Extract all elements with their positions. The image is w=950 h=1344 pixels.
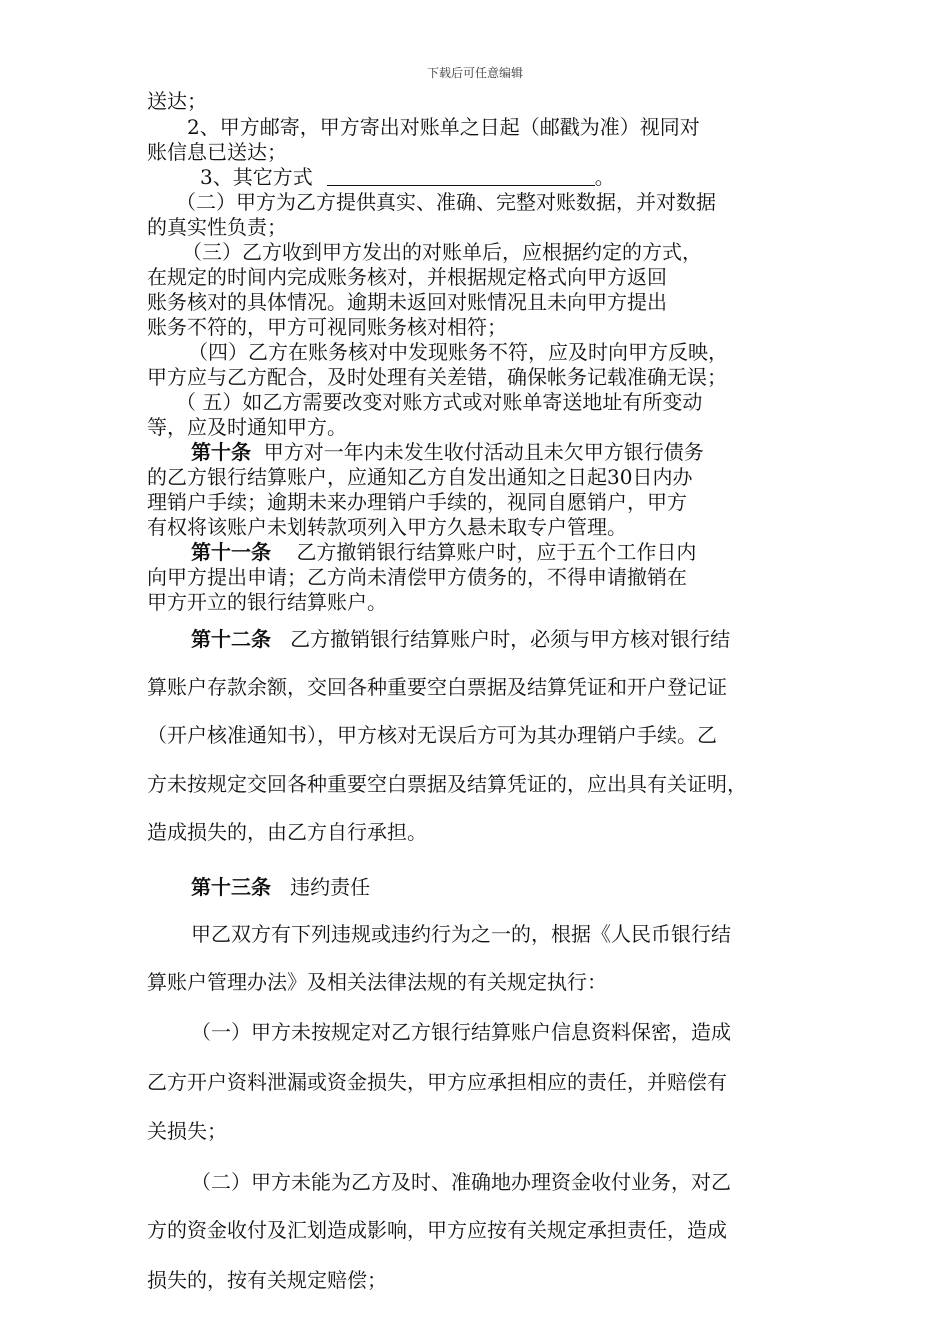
text-line: 甲乙双方有下列违规或违约行为之一的，根据《人民币银行结: [191, 922, 731, 946]
text-line: 账信息已送达；: [147, 140, 287, 164]
text-line: 有权将该账户未划转款项列入甲方久悬未取专户管理。: [147, 515, 627, 539]
text-line: （四）乙方在账务核对中发现账务不符，应及时向甲方反映，: [188, 340, 728, 364]
article-heading: 第十条: [191, 440, 251, 464]
text-line: 向甲方提出申请；乙方尚未清偿甲方债务的，不得申请撤销在: [147, 565, 687, 589]
text-line: （开户核准通知书），甲方核对无误后方可为其办理销户手续。乙: [147, 723, 717, 747]
text-line: （二）甲方未能为乙方及时、准确地办理资金收付业务，对乙: [191, 1170, 731, 1194]
text-line: 造成损失的，由乙方自行承担。: [147, 820, 427, 844]
text-line: （ 五）如乙方需要改变对账方式或对账单寄送地址有所变动: [176, 390, 703, 414]
text-fragment: 乙方撤销银行结算账户时，应于五个工作日内: [296, 540, 697, 564]
text-line: 算账户存款余额，交回各种重要空白票据及结算凭证和开户登记证: [147, 675, 727, 699]
text-fragment: 乙方撤销银行结算账户时，必须与甲方核对银行结: [290, 627, 731, 651]
article-heading: 第十二条: [191, 627, 271, 651]
text-line: （三）乙方收到甲方发出的对账单后，应根据约定的方式，: [182, 240, 702, 264]
text-line: 损失的，按有关规定赔偿；: [147, 1268, 387, 1292]
text-line: 乙方开户资料泄漏或资金损失，甲方应承担相应的责任，并赔偿有: [147, 1070, 727, 1094]
blank-field-line: [200, 165, 615, 189]
article-heading: 第十三条: [191, 875, 271, 899]
article-line: [191, 540, 696, 564]
text-fragment: 违约责任: [290, 875, 371, 899]
text-line: 的真实性负责；: [147, 215, 287, 239]
text-line: 理销户手续；逾期未来办理销户手续的，视同自愿销户，甲方: [147, 490, 687, 514]
text-line: 在规定的时间内完成账务核对，并根据规定格式向甲方返回: [147, 265, 667, 289]
text-line: 关损失；: [147, 1119, 227, 1143]
page-header: 下载后可任意编辑: [426, 66, 523, 80]
fill-in-blank: [327, 167, 595, 186]
text-line: 2、甲方邮寄，甲方寄出对账单之日起（邮戳为准）视同对: [187, 115, 700, 139]
article-line: [191, 627, 730, 651]
text-line: 账务核对的具体情况。逾期未返回对账情况且未向甲方提出: [147, 290, 667, 314]
text-line: 甲方开立的银行结算账户。: [147, 590, 387, 614]
text-line: 账务不符的，甲方可视同账务核对相符；: [147, 315, 507, 339]
text-line: 送达；: [147, 89, 207, 113]
text-line: 方未按规定交回各种重要空白票据及结算凭证的，应出具有关证明，: [147, 772, 747, 796]
text-line: 的乙方银行结算账户，应通知乙方自发出通知之日起30日内办: [147, 465, 693, 489]
text-line: 方的资金收付及汇划造成影响，甲方应按有关规定承担责任，造成: [147, 1218, 727, 1242]
text-line: 甲方应与乙方配合，及时处理有关差错，确保帐务记载准确无误；: [147, 365, 727, 389]
text-fragment: 。: [594, 165, 615, 189]
text-fragment: 3、其它方式: [200, 165, 313, 189]
text-line: （二）甲方为乙方提供真实、准确、完整对账数据，并对数据: [176, 190, 716, 214]
article-line: [191, 875, 370, 899]
article-heading: 第十一条: [191, 540, 271, 564]
article-line: [191, 440, 704, 464]
text-line: （一）甲方未按规定对乙方银行结算账户信息资料保密，造成: [191, 1020, 731, 1044]
text-fragment: 甲方对一年内未发生收付活动且未欠甲方银行债务: [263, 440, 704, 464]
text-line: 算账户管理办法》及相关法律法规的有关规定执行：: [147, 970, 607, 994]
text-line: 等，应及时通知甲方。: [147, 415, 347, 439]
